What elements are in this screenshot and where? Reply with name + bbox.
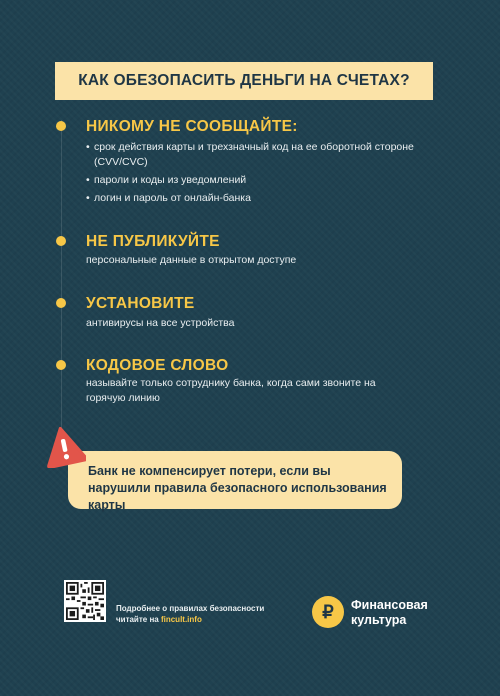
timeline-dot <box>56 360 66 370</box>
footer-line-2-prefix: читайте на <box>116 615 161 624</box>
section-text: называйте только сотруднику банка, когда сами звоните на горячую линию <box>86 377 376 404</box>
timeline-dot <box>56 298 66 308</box>
brand-name: Финансовая культура <box>351 598 428 627</box>
qr-code-icon <box>64 580 106 622</box>
warning-text: Банк не компенсирует потери, если вы нарушили правила безопасного использования карты <box>88 464 387 512</box>
timeline-dot <box>56 121 66 131</box>
footer-line-1: Подробнее о правилах безопасности <box>116 604 265 613</box>
warning-triangle-icon <box>42 424 86 468</box>
timeline-dot <box>56 236 66 246</box>
list-item: • пароли и коды из уведомлений <box>86 173 416 188</box>
warning-box <box>68 451 402 512</box>
footer-line-2 <box>116 614 306 625</box>
bullet-list <box>86 140 416 209</box>
list-item: • срок действия карты и трехзначный код на ее оборотной стороне (CVV/CVC) <box>86 140 416 170</box>
section-text: антивирусы на все устройства <box>86 317 235 329</box>
ruble-logo-icon: ₽ <box>312 596 344 628</box>
section-text: персональные данные в открытом доступе <box>86 254 297 266</box>
section-heading: НИКОМУ НЕ СООБЩАЙТЕ: <box>86 118 298 135</box>
section-heading: КОДОВОЕ СЛОВО <box>86 357 229 374</box>
list-item: • логин и пароль от онлайн-банка <box>86 191 416 206</box>
page-title: КАК ОБЕЗОПАСИТЬ ДЕНЬГИ НА СЧЕТАХ? <box>55 62 433 100</box>
section-heading: УСТАНОВИТЕ <box>86 295 195 312</box>
section-heading: НЕ ПУБЛИКУЙТЕ <box>86 233 220 250</box>
fincult-link[interactable]: fincult.info <box>160 615 202 624</box>
timeline-line <box>61 120 62 450</box>
footer-more-info <box>116 603 306 625</box>
